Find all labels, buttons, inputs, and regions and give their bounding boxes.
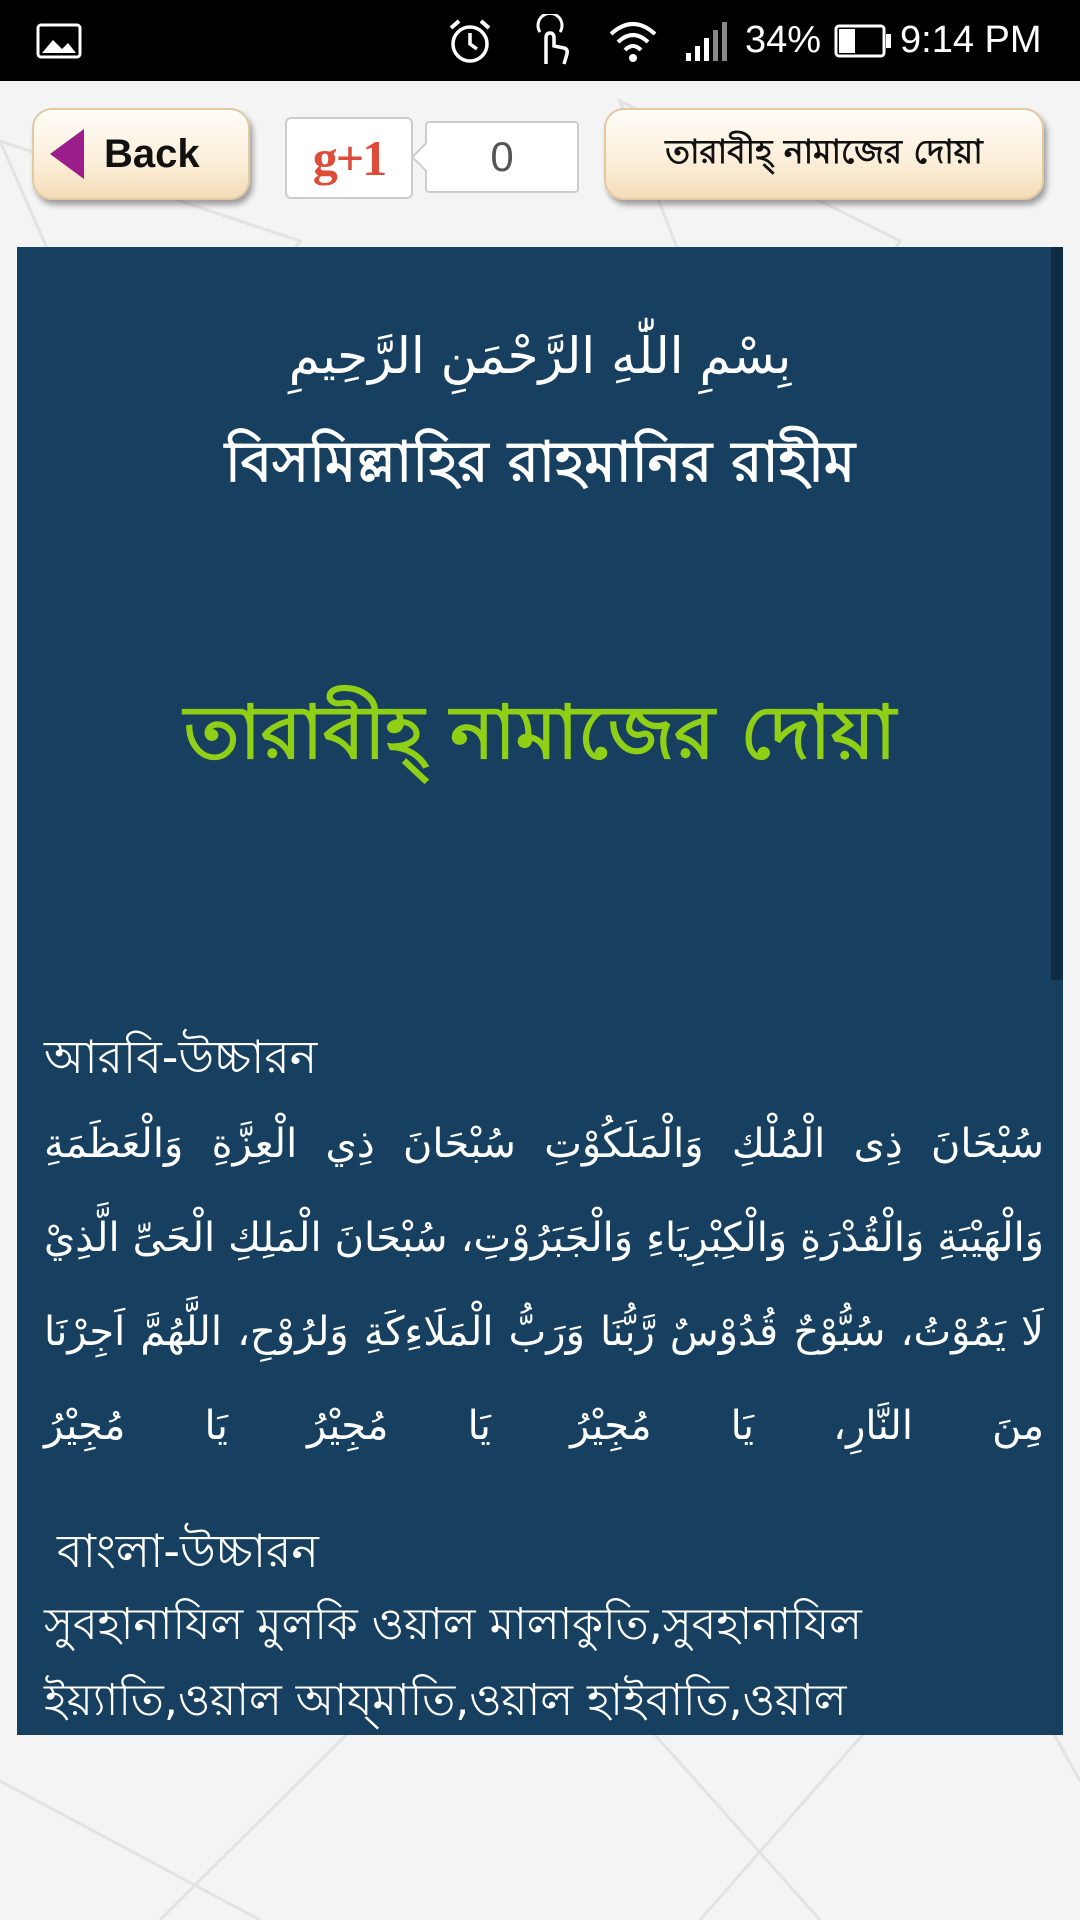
alarm-icon <box>445 0 495 81</box>
content-panel[interactable] <box>17 247 1063 1735</box>
bismillah-bangla: বিসমিল্লাহির রাহমানির রাহীম <box>224 430 856 495</box>
gplus-label: g+1 <box>312 130 386 186</box>
bangla-dua-text: সুবহানাযিল মুলকি ওয়াল মালাকুতি,সুবহানাযিল ইয়্যাতি,ওয়াল আয্মাতি,ওয়াল হাইবাতি,ওয়াল <box>44 1599 862 1726</box>
touch-icon <box>530 0 574 81</box>
gplus-count: 0 <box>425 121 579 193</box>
back-button-label: Back <box>104 131 200 176</box>
dua-title: তারাবীহ্ নামাজের দোয়া <box>183 690 897 776</box>
battery-percent: 34% <box>745 19 822 61</box>
arabic-section-label: আরবি-উচ্চারন <box>44 1030 318 1084</box>
back-button[interactable] <box>32 108 250 200</box>
top-toolbar <box>0 81 1080 241</box>
wifi-icon <box>608 0 658 81</box>
gallery-icon <box>36 0 82 81</box>
battery-icon <box>834 0 892 81</box>
title-button-label: তারাবীহ্ নামাজের দোয়া <box>665 132 983 171</box>
status-bar <box>0 0 1080 81</box>
scrollbar[interactable] <box>1051 247 1063 1735</box>
signal-icon <box>686 0 732 81</box>
back-arrow-icon <box>50 129 84 179</box>
google-plus-one-button[interactable] <box>285 117 413 199</box>
arabic-dua-text: سُبْحَانَ ذِى الْمُلْكِ وَالْمَلَكُوْتِ سُبْحَانَ ذِي الْعِزَّةِ وَالْعَظَمَةِ وَالْهَيْبَةِ وَالْقُدْرَةِ وَالْكِبْرِيَاءِ وَالْجَبَرُوْتِ، سُبْحَانَ الْمَلِكِ الْحَىِّ الَّذِيْ لَا يَمُوْتُ، سُبُّوْحٌ قُدُوْسٌ رَّبُّنَا وَرَبُّ الْمَلَاءِكَةِ وَلرُوْحِ، اللَّهُمَّ اَجِرْنَا مِنَ النَّارِ، يَا مُجِيْرُ يَا مُجِيْرُ يَا مُجِيْرُ <box>44 1121 1044 1449</box>
scrollbar-thumb[interactable] <box>1051 247 1063 980</box>
bangla-section-label: বাংলা-উচ্চারন <box>57 1524 319 1578</box>
clock: 9:14 PM <box>900 19 1042 61</box>
title-button[interactable] <box>604 108 1044 200</box>
bismillah-arabic: بِسْمِ اللّٰهِ الرَّحْمَنِ الرَّحِيمِ <box>288 327 792 385</box>
